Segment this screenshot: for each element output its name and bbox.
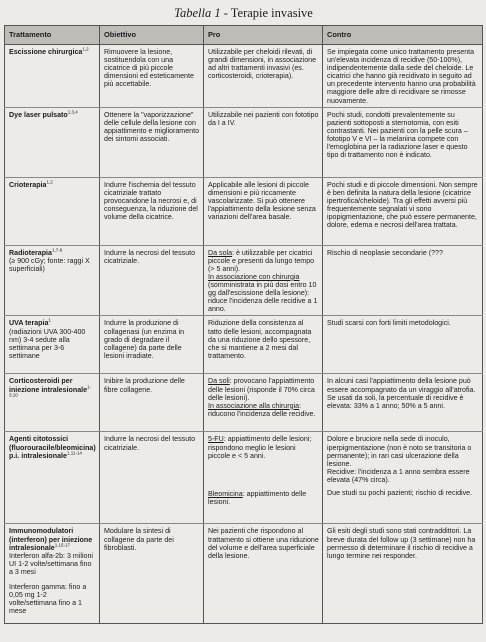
treatment-name: Dye laser pulsato <box>9 110 68 119</box>
contro-cell: Pochi studi, condotti prevalentemente su pazienti sottoposti a sternotomia, con esiti contrastanti. Nei pazienti con la pelle scura – fototipo V e VI – la melanina compete con l'emoglobina per la radiazione laser e questo tipo di trattamento non è indicato. <box>323 107 483 177</box>
reference-number: 1,3,4 <box>67 109 78 115</box>
treatment-name: UVA terapia <box>9 319 49 328</box>
pro-cell: Utilizzabile nei pazienti con fototipo da I a IV. <box>204 107 323 177</box>
pro-cell: Applicabile alle lesioni di piccole dimensioni e più riccamente vascolarizzate. Si può ottenere l'appiattimento della lesione senza variazioni dell'area basale. <box>204 177 323 245</box>
header-obiettivo: Obiettivo <box>100 26 204 45</box>
reference-number: 1,11-14 <box>66 450 82 456</box>
table-row <box>5 245 483 316</box>
contro-cell: Studi scarsi con forti limiti metodologici. <box>323 316 483 374</box>
pro-label: In associazione con chirurgia <box>208 272 300 281</box>
treatment-name: Crioterapia <box>9 180 47 189</box>
obiettivo-cell: Ottenere la "vaporizzazione" delle cellule della lesione con appiattimento e miglioramento dei sintomi associati. <box>100 107 204 177</box>
pro-cell: Riduzione della consistenza al tatto delle lesioni, accompagnata da una riduzione dello spessore, che si mantiene a 2 mesi dal trattamento. <box>204 316 323 374</box>
table-row <box>5 374 483 432</box>
reference-number: 1 <box>48 318 51 324</box>
obiettivo-cell: Indurre l'ischemia del tessuto cicatriziale trattato provocandone la necrosi e, di conseguenza, la riduzione del volume della cicatrice. <box>100 177 204 245</box>
obiettivo-cell: Indurre la necrosi del tessuto cicatriziale. <box>100 432 204 524</box>
treatment-name: Radioterapia <box>9 248 52 257</box>
pro-text: : provocano l'appiattimento delle lesioni (risponde il 70% circa delle lesioni). <box>208 377 315 402</box>
therapy-table <box>4 25 483 624</box>
treatment-details: Interferon gamma: fino a 0,05 mg 1-2 volte/settimana fino a 1 mese <box>9 582 87 616</box>
table-row <box>5 432 483 524</box>
reference-number: 1,15-17 <box>54 542 70 548</box>
table-row <box>5 524 483 624</box>
pro-text: (somministrata in più dosi entro 10 gg dall'escissione della lesione): riduce l'incidenza delle recidive a 1 anno. <box>208 281 318 314</box>
obiettivo-cell: Indurre la produzione di collagenasi (un enzima in grado di degradare il collagene) da parte delle lesioni irradiate. <box>100 316 204 374</box>
contro-cell <box>323 432 483 524</box>
reference-number: 1,2 <box>46 179 53 185</box>
obiettivo-cell: Inibire la produzione delle fibre collagene. <box>100 374 204 432</box>
treatment-cell <box>5 374 100 432</box>
treatment-cell <box>5 245 100 316</box>
contro-cell: Se impiegata come unico trattamento presenta un'elevata incidenza di recidive (50-100%), indipendentemente dalla sede del cheloide. Le cicatrici che hanno già recidivato in seguito ad un precedente intervento hanno una probabilità maggiore delle altre di recidivare se rimosse nuovamente. <box>323 45 483 108</box>
table-title-number: Tabella 1 <box>174 6 221 20</box>
table-header-row <box>5 26 483 45</box>
table-row <box>5 107 483 177</box>
obiettivo-cell: Rimuovere la lesione, sostituendola con una cicatrice di più piccole dimensioni ed esteticamente più accettabile. <box>100 45 204 108</box>
treatment-details: (≥ 900 cGy; fonte: raggi X superficiali) <box>9 256 90 273</box>
pro-label: 5-FU <box>208 435 224 444</box>
obiettivo-cell: Modulare la sintesi di collagene da parte dei fibroblasti. <box>100 524 204 624</box>
table-row <box>5 45 483 108</box>
treatment-name: Corticosteroidi per iniezione intralesionale <box>9 377 88 394</box>
treatment-cell <box>5 316 100 374</box>
contro-cell: Rischio di neoplasie secondarie (??? <box>323 245 483 316</box>
treatment-name: Immunomodulatori (interferon) per iniezione intralesionale <box>9 527 93 552</box>
treatment-cell <box>5 524 100 624</box>
pro-cell <box>204 245 323 316</box>
table-title <box>4 6 483 21</box>
treatment-cell <box>5 177 100 245</box>
treatment-name: Escissione chirurgica <box>9 48 83 56</box>
table-row <box>5 177 483 245</box>
reference-number: 1-3,10 <box>9 384 92 398</box>
contro-cell: Gli esiti degli studi sono stati contraddittori. La breve durata del follow up (3 settimane) non ha permesso di determinare il rischio di recidive a lungo termine nei responder. <box>323 524 483 624</box>
pro-text: : appiattimento delle lesioni; rispondono meglio le lesioni piccole e < 5 anni. <box>208 435 312 460</box>
reference-number: 1,7-9 <box>51 247 63 253</box>
table-row <box>5 316 483 374</box>
pro-label: Da soli <box>208 377 230 386</box>
header-trattamento: Trattamento <box>5 26 100 45</box>
treatment-details: (radiazioni UVA 300-400 nm) 3-4 sedute alla settimana per 3-6 settimane <box>9 327 86 360</box>
obiettivo-cell: Indurre la necrosi del tessuto cicatriziale. <box>100 245 204 316</box>
header-pro: Pro <box>204 26 323 45</box>
pro-cell: Utilizzabile per cheloidi rilevati, di grandi dimensioni, in associazione ad altri trattamenti invasivi (es. corticosteroidi, crioterapia). <box>204 45 323 108</box>
treatment-details: Interferon alfa-2b: 3 milioni UI 1-2 volte/settimana fino a 3 mesi <box>9 551 93 576</box>
treatment-cell <box>5 107 100 177</box>
pro-label: Bleomicina <box>208 489 243 498</box>
contro-cell: In alcuni casi l'appiattimento della lesione può essere accompagnato da un viraggio all'atrofia. Se usati da soli, la percentuale di recidive è elevata: 33% a 1 anno; 50% a 5 anni. <box>323 374 483 432</box>
pro-cell <box>204 374 323 432</box>
reference-number: 1,2 <box>82 46 89 52</box>
pro-label: In associazione alla chirurgia <box>208 401 300 410</box>
contro-text: Dolore e bruciore nella sede di inoculo, iperpigmentazione (non è noto se transitoria o permanente); in rari casi ulcerazione della lesione. <box>327 435 472 468</box>
pro-cell: Nei pazienti che rispondono al trattamento si ottiene una riduzione del volume e dell'area superficiale della lesione. <box>204 524 323 624</box>
pro-text: : è utilizzabile per cicatrici piccole e presenti da lungo tempo (> 5 anni). <box>208 248 315 273</box>
table-title-text: - Terapie invasive <box>220 6 313 20</box>
pro-label: Da sola <box>208 248 233 257</box>
pro-text: : appiattimento delle lesioni. <box>208 489 307 506</box>
pro-text: : riducono l'incidenza delle recidive. <box>208 401 316 418</box>
treatment-name: Agenti citotossici (fluorouracile/bleomicina) p.i. intralesionale <box>9 435 96 460</box>
treatment-cell <box>5 45 100 108</box>
contro-text: Recidive: l'incidenza a 1 anno sembra essere elevata (47% circa). <box>327 467 470 484</box>
treatment-cell <box>5 432 100 524</box>
contro-cell: Pochi studi e di piccole dimensioni. Non sempre è ben definita la natura della lesione (cicatrice ipertrofica/cheloide). Tra gli effetti avversi più frequentemente segnalati vi sono ipopigmentazione, che può essere permanente, dolore, edema e necrosi dell'area trattata. <box>323 177 483 245</box>
pro-cell <box>204 432 323 524</box>
header-contro: Contro <box>323 26 483 45</box>
contro-text: Due studi su pochi pazienti; rischio di recidive. <box>327 488 473 497</box>
